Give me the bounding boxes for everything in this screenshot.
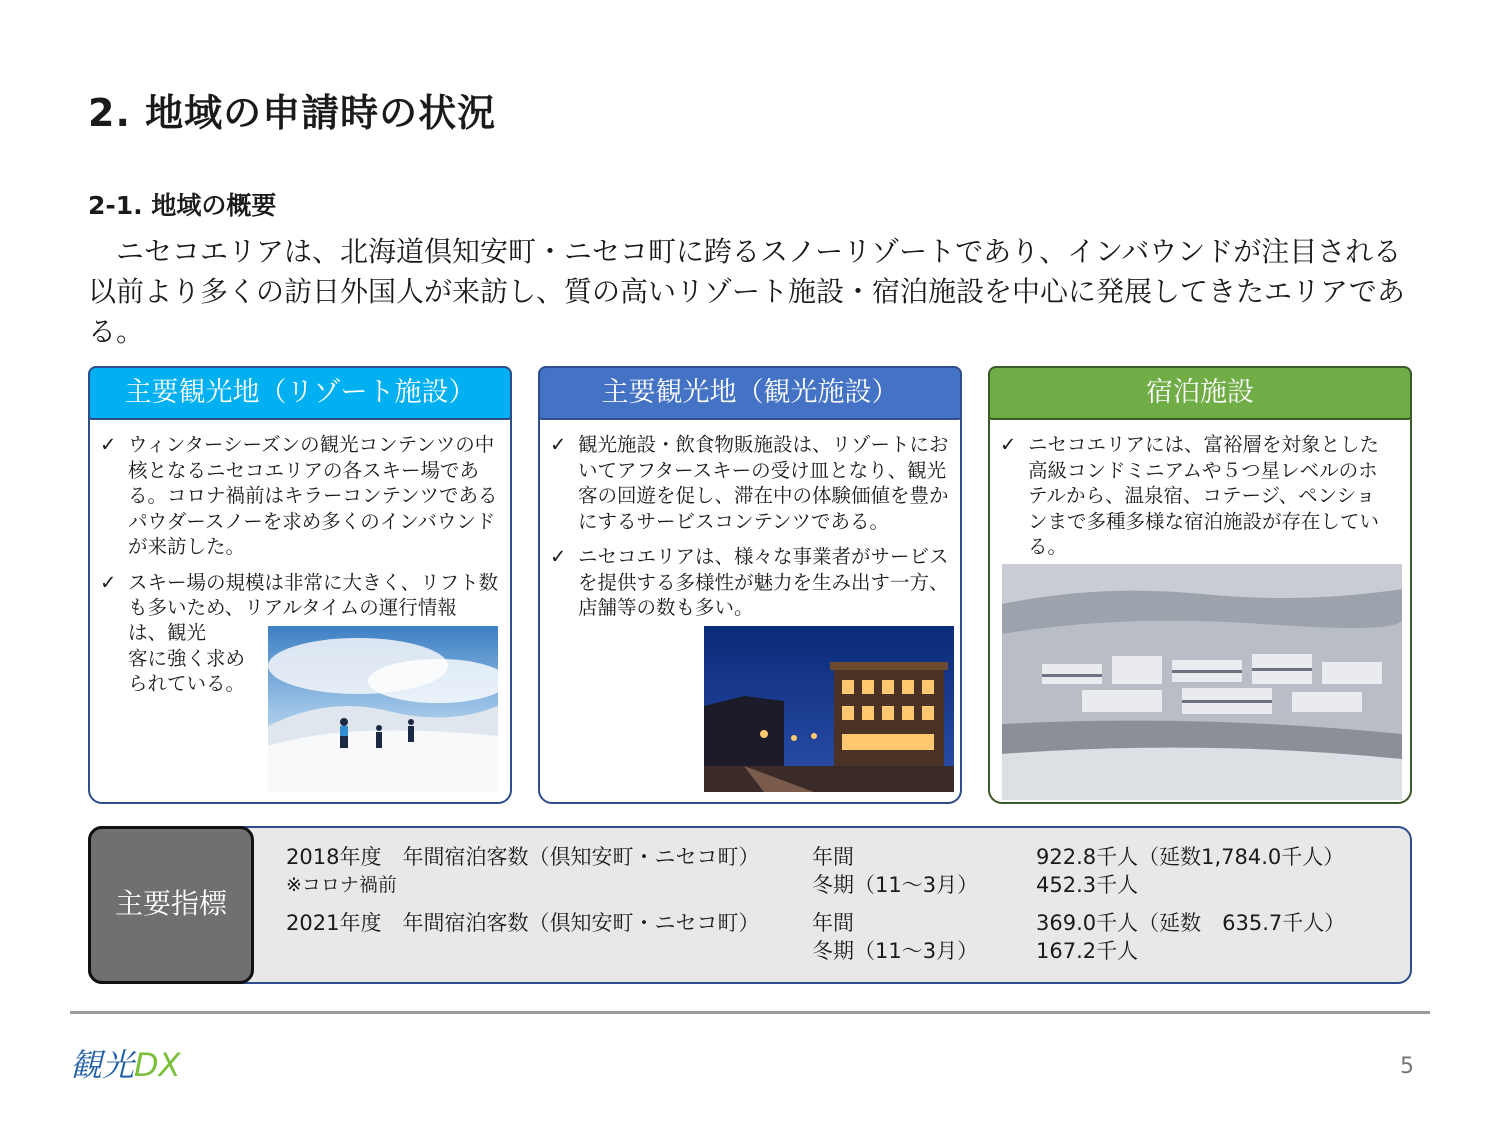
night-street-photo <box>704 626 954 792</box>
ski-slope-photo <box>268 626 498 792</box>
kpi-2018-value-annual: 922.8千人（延数1,784.0千人） <box>1036 845 1345 869</box>
card-header: 主要観光地（リゾート施設） <box>88 366 512 420</box>
card-header: 主要観光地（観光施設） <box>538 366 962 420</box>
check-icon: ✓ <box>550 433 567 456</box>
check-icon: ✓ <box>1000 433 1017 456</box>
kpi-2021-period-winter: 冬期（11～3月） <box>812 939 979 963</box>
key-indicators-box <box>88 826 1412 984</box>
bullet-list <box>100 432 500 631</box>
check-icon: ✓ <box>100 433 117 456</box>
kanko-dx-logo <box>70 1040 200 1088</box>
kpi-2021-value-winter: 167.2千人 <box>1036 939 1139 963</box>
bullet-list <box>1000 432 1390 570</box>
key-indicators-label: 主要指標 <box>88 826 254 984</box>
card-resort-facilities <box>88 366 512 804</box>
svg-text:DX: DX <box>134 1046 181 1084</box>
bullet-item: ✓ 観光施設・飲食物販施設は、リゾートにおいてアフタースキーの受け皿となり、観光客の回遊を促し、滞在中の体験価値を豊かにするサービスコンテンツである。 <box>550 433 949 533</box>
footer-divider <box>70 1011 1430 1014</box>
card-tourism-facilities <box>538 366 962 804</box>
kpi-2018-period-winter: 冬期（11～3月） <box>812 873 979 897</box>
bullet-continuation: は、観光 客に強く求め られている。 <box>128 621 246 695</box>
page-number: 5 <box>1400 1054 1414 1079</box>
intro-paragraph: ニセコエリアは、北海道倶知安町・ニセコ町に跨るスノーリゾートであり、インバウンドが注目される以前より多くの訪日外国人が来訪し、質の高いリゾート施設・宿泊施設を中心に発展してきたエリアである。 <box>88 235 1405 348</box>
kpi-2018-period-annual: 年間 <box>812 845 854 869</box>
kpi-2021-title: 2021年度 年間宿泊客数（倶知安町・ニセコ町） <box>286 911 760 935</box>
section-subtitle: 2-1. 地域の概要 <box>88 191 277 220</box>
snowy-town-photo <box>1002 564 1402 800</box>
bullet-item: ✓ スキー場の規模は非常に大きく、リフト数も多いため、リアルタイムの運行情報 <box>100 570 499 619</box>
kpi-2021-period-annual: 年間 <box>812 911 854 935</box>
check-icon: ✓ <box>100 570 117 594</box>
kpi-2018-value-winter: 452.3千人 <box>1036 873 1139 897</box>
card-header: 宿泊施設 <box>988 366 1412 420</box>
bullet-item: ✓ ウィンターシーズンの観光コンテンツの中核となるニセコエリアの各スキー場である。コロナ禍前はキラーコンテンツであるパウダースノーを求め多くのインバウンドが来訪した。 <box>100 433 498 558</box>
card-accommodation <box>988 366 1412 804</box>
page-title: 2. 地域の申請時の状況 <box>88 91 497 135</box>
kpi-2018-title: 2018年度 年間宿泊客数（倶知安町・ニセコ町） <box>286 845 760 869</box>
kpi-2018-note: ※コロナ禍前 <box>286 874 397 896</box>
kpi-2021-value-annual: 369.0千人（延数 635.7千人） <box>1036 911 1346 935</box>
bullet-list <box>550 432 955 631</box>
bullet-item: ✓ ニセコエリアには、富裕層を対象とした高級コンドミニアムや５つ星レベルのホテルから、温泉宿、コテージ、ペンションまで多種多様な宿泊施設が存在している。 <box>1000 433 1380 558</box>
bullet-item: ✓ ニセコエリアは、様々な事業者がサービスを提供する多様性が魅力を生み出す一方、店舗等の数も多い。 <box>550 545 949 619</box>
check-icon: ✓ <box>550 545 567 568</box>
svg-text:観光: 観光 <box>70 1046 135 1084</box>
